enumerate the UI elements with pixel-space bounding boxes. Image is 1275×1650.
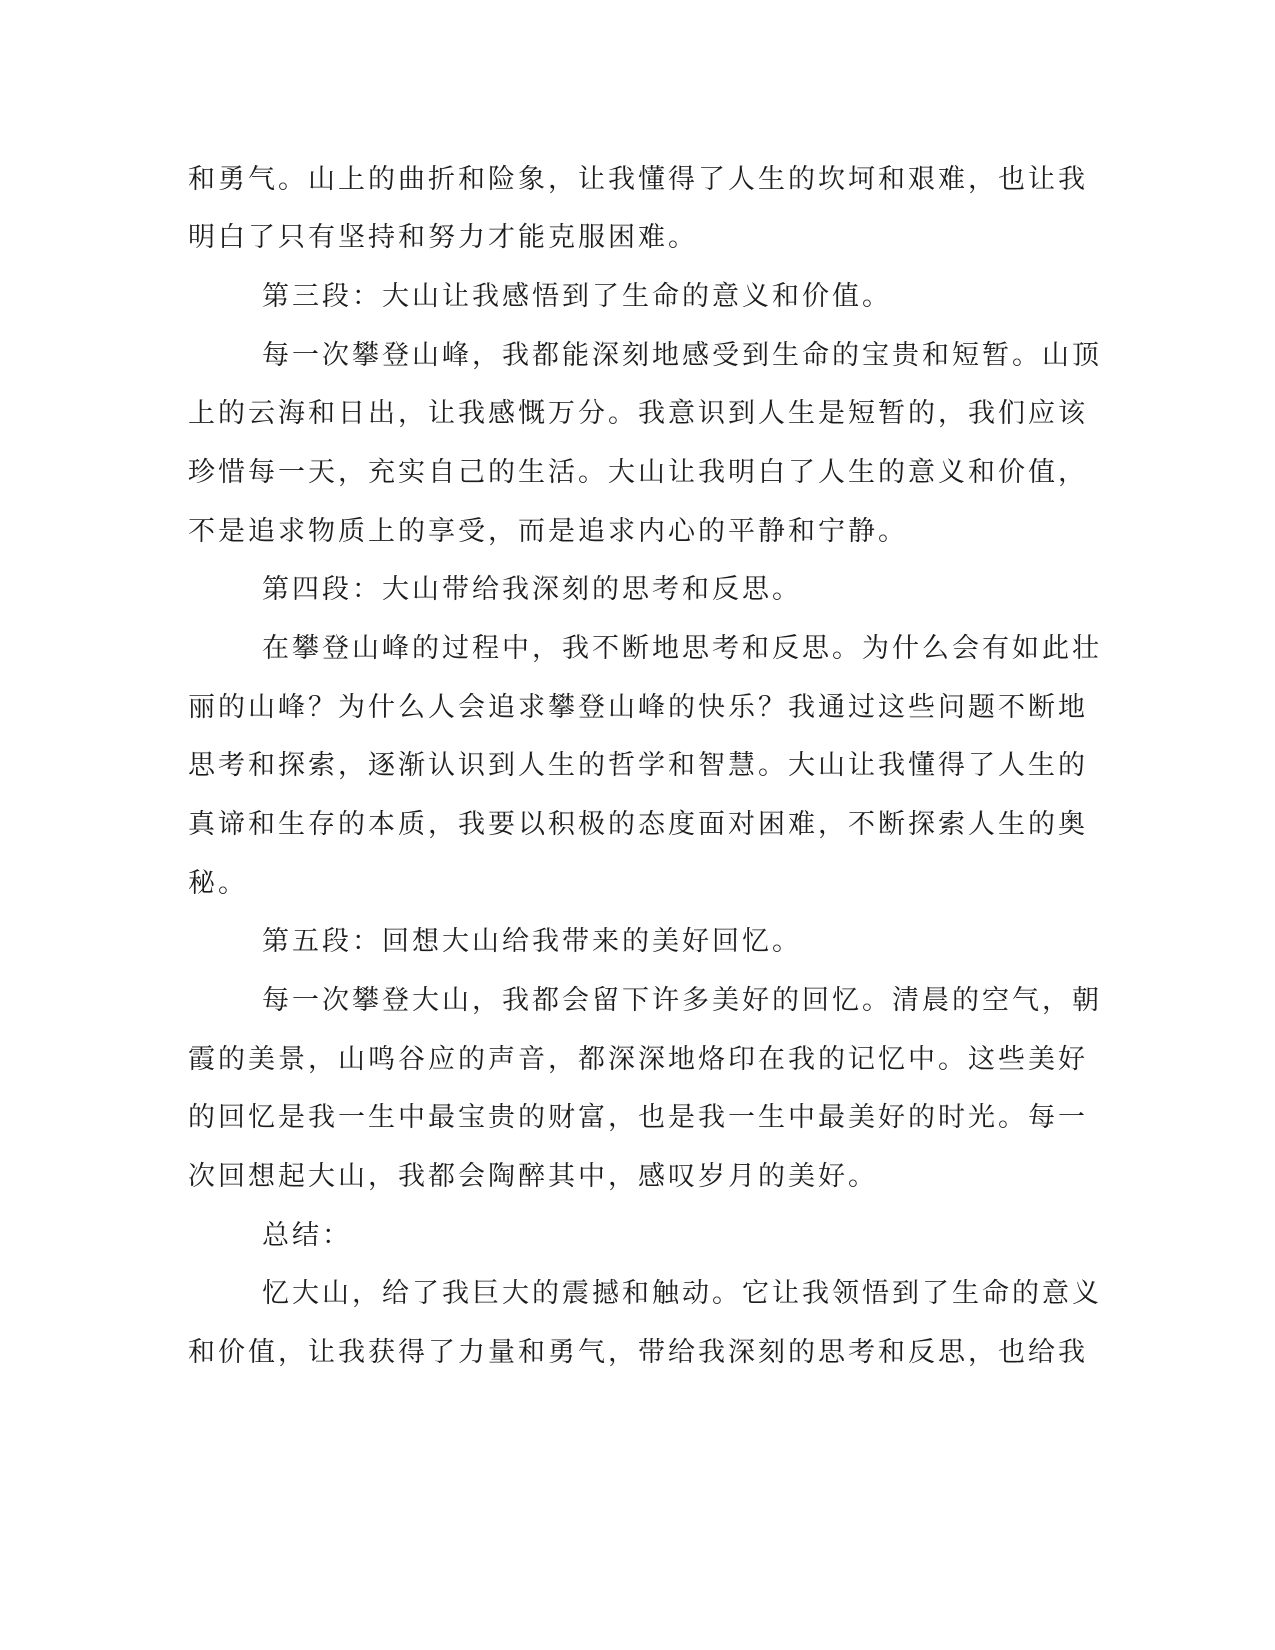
body-text-line: 和勇气。山上的曲折和险象，让我懂得了人生的坎坷和艰难，也让我 — [188, 164, 1088, 195]
body-text-line: 忆大山，给了我巨大的震撼和触动。它让我领悟到了生命的意义 — [262, 1278, 1102, 1309]
body-text-line: 霞的美景，山鸣谷应的声音，都深深地烙印在我的记忆中。这些美好 — [188, 1044, 1088, 1075]
body-text-line: 上的云海和日出，让我感慨万分。我意识到人生是短暂的，我们应该 — [188, 398, 1088, 429]
body-text-line: 在攀登山峰的过程中，我不断地思考和反思。为什么会有如此壮 — [262, 633, 1102, 664]
body-text-line: 每一次攀登大山，我都会留下许多美好的回忆。清晨的空气，朝 — [262, 985, 1102, 1016]
body-text-line: 真谛和生存的本质，我要以积极的态度面对困难，不断探索人生的奥 — [188, 809, 1088, 840]
body-text-line: 次回想起大山，我都会陶醉其中，感叹岁月的美好。 — [188, 1161, 878, 1192]
section-heading-3: 第三段：大山让我感悟到了生命的意义和价值。 — [262, 281, 892, 312]
body-text-line: 每一次攀登山峰，我都能深刻地感受到生命的宝贵和短暂。山顶 — [262, 340, 1102, 371]
body-text-line: 秘。 — [188, 868, 248, 899]
section-heading-5: 第五段：回想大山给我带来的美好回忆。 — [262, 926, 802, 957]
body-text-line: 明白了只有坚持和努力才能克服困难。 — [188, 222, 698, 253]
body-text-line: 思考和探索，逐渐认识到人生的哲学和智慧。大山让我懂得了人生的 — [188, 750, 1088, 781]
body-text-line: 不是追求物质上的享受，而是追求内心的平静和宁静。 — [188, 516, 908, 547]
body-text-line: 的回忆是我一生中最宝贵的财富，也是我一生中最美好的时光。每一 — [188, 1102, 1088, 1133]
body-text-line: 丽的山峰？为什么人会追求攀登山峰的快乐？我通过这些问题不断地 — [188, 692, 1088, 723]
body-text-line: 珍惜每一天，充实自己的生活。大山让我明白了人生的意义和价值， — [188, 457, 1088, 488]
body-text-line: 和价值，让我获得了力量和勇气，带给我深刻的思考和反思，也给我 — [188, 1337, 1088, 1368]
section-heading-4: 第四段：大山带给我深刻的思考和反思。 — [262, 574, 802, 605]
summary-heading: 总结： — [262, 1220, 352, 1251]
